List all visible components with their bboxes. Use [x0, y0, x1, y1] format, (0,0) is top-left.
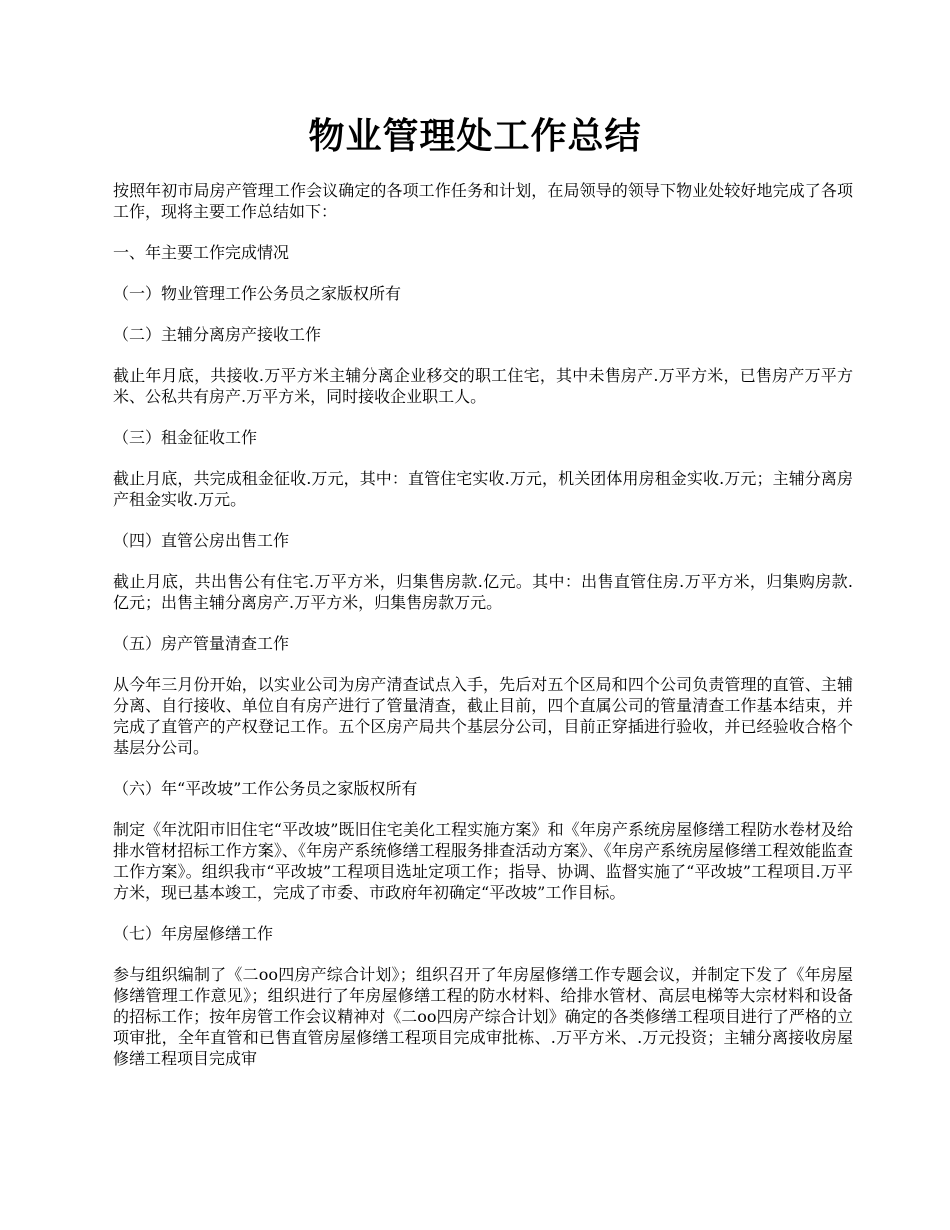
- section-heading: 一、年主要工作完成情况: [113, 243, 290, 262]
- subsection-heading: （七）年房屋修缮工作: [113, 924, 274, 943]
- intro-paragraph: 按照年初市局房产管理工作会议确定的各项工作任务和计划，在局领导的领导下物业处较好地完成了各项工作，现将主要工作总结如下：: [113, 181, 853, 221]
- document-body: [113, 180, 853, 1089]
- body-paragraph: 制定《年沈阳市旧住宅“平改坡”既旧住宅美化工程实施方案》和《年房产系统房屋修缮工程防水卷材及给排水管材招标工作方案》、《年房产系统修缮工程服务排查活动方案》、《年房产系统房屋修缮工程效能监查工作方案》。组织我市“平改坡”工程项目选址定项工作；指导、协调、监督实施了“平改坡”工程项目.万平方米，现已基本竣工，完成了市委、市政府年初确定“平改坡”工作目标。: [113, 820, 853, 902]
- subsection-heading: （六）年“平改坡”工作公务员之家版权所有: [113, 779, 418, 798]
- body-paragraph: 截止月底，共出售公有住宅.万平方米，归集售房款.亿元。其中：出售直管住房.万平方米，归集购房款.亿元；出售主辅分离房产.万平方米，归集售房款万元。: [113, 572, 853, 612]
- subsection-heading: （五）房产管量清查工作: [113, 634, 290, 653]
- body-paragraph: 参与组织编制了《二oo四房产综合计划》；组织召开了年房屋修缮工作专题会议，并制定下发了《年房屋修缮管理工作意见》；组织进行了年房屋修缮工程的防水材料、给排水管材、高层电梯等大宗材料和设备的招标工作；按年房管工作会议精神对《二oo四房产综合计划》确定的各类修缮工程项目进行了严格的立项审批，全年直管和已售直管房屋修缮工程项目完成审批栋、.万平方米、.万元投资；主辅分离接收房屋修缮工程项目完成审: [113, 965, 853, 1068]
- body-paragraph: 截止月底，共完成租金征收.万元，其中：直管住宅实收.万元，机关团体用房租金实收.万元；主辅分离房产租金实收.万元。: [113, 469, 853, 509]
- subsection-heading: （三）租金征收工作: [113, 428, 258, 447]
- subsection-heading: （一）物业管理工作公务员之家版权所有: [113, 284, 402, 303]
- document-title: 物业管理处工作总结: [308, 115, 642, 157]
- subsection-heading: （四）直管公房出售工作: [113, 531, 290, 550]
- subsection-heading: （二）主辅分离房产接收工作: [113, 325, 322, 344]
- body-paragraph: 从今年三月份开始，以实业公司为房产清查试点入手，先后对五个区局和四个公司负责管理的直管、主辅分离、自行接收、单位自有房产进行了管量清查，截止目前，四个直属公司的管量清查工作基本结束，并完成了直管产的产权登记工作。五个区房产局共个基层分公司，目前正穿插进行验收，并已经验收合格个基层分公司。: [113, 675, 853, 757]
- body-paragraph: 截止年月底，共接收.万平方米主辅分离企业移交的职工住宅，其中未售房产.万平方米，已售房产万平方米、公私共有房产.万平方米，同时接收企业职工人。: [113, 366, 853, 406]
